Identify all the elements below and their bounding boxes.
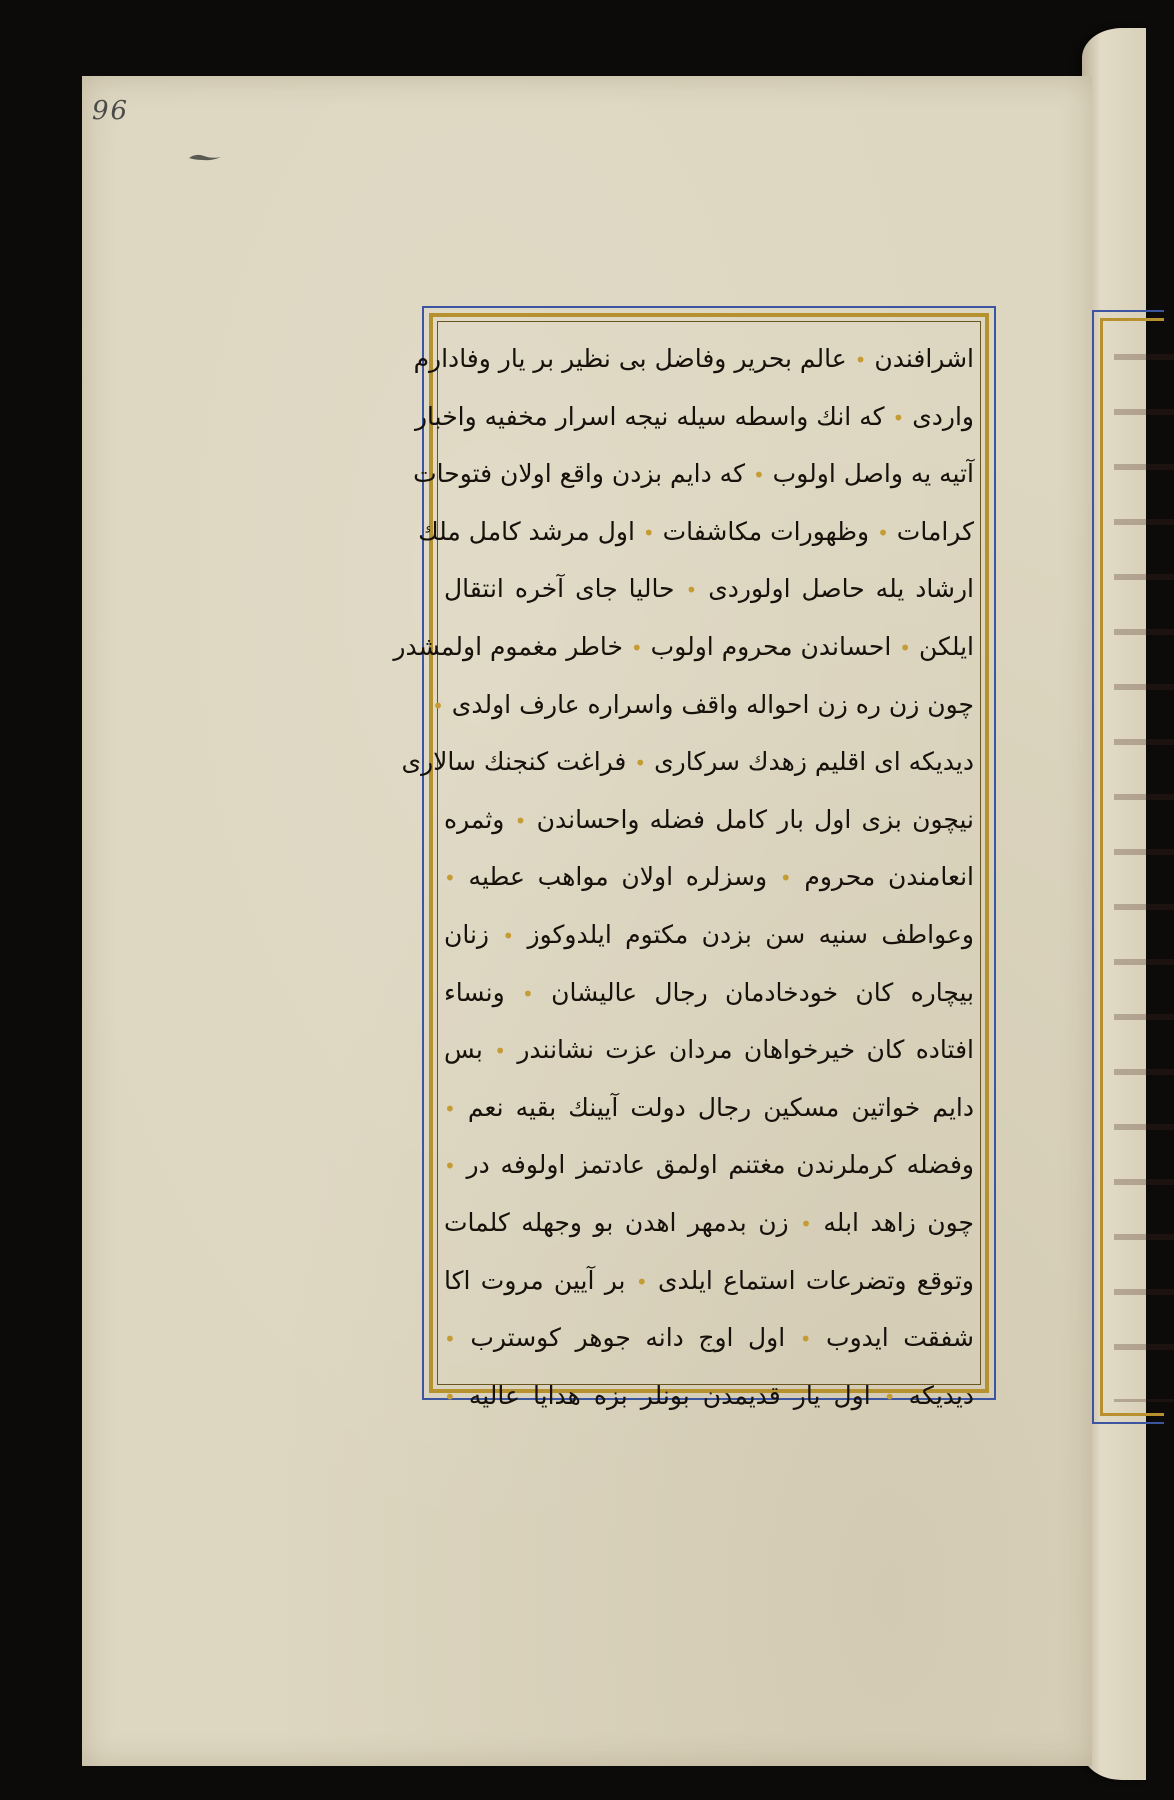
text-line: آتيه يه واصل اولوب • كه دايم بزدن واقع اولان فتوحات (413, 459, 974, 489)
verse-separator-dot: • (892, 405, 905, 430)
text-line: وفضله كرملرندن مغتنم اولمق عادتمز اولوفه در • (444, 1150, 974, 1180)
verse-separator-dot: • (494, 1039, 506, 1064)
facing-page-text-ghost (1114, 332, 1174, 1402)
verse-separator-dot: • (800, 1211, 812, 1236)
verse-separator-dot: • (752, 463, 765, 488)
verse-separator-dot: • (444, 866, 456, 891)
text-line: چون زاهد ابله • زن بدمهر اهدن بو وجهله كلمات (444, 1207, 974, 1237)
text-line: وتوقع وتضرعات استماع ايلدى • بر آيين مروت اكا (444, 1265, 974, 1295)
text-line: ديديكه اى اقليم زهدك سركارى • فراغت كنجنك سالارى (401, 747, 974, 777)
verse-separator-dot: • (854, 348, 867, 372)
verse-separator-dot: • (779, 866, 792, 891)
text-block-frame (393, 306, 996, 1410)
text-line: ارشاد يله حاصل اولوردى • حاليا جاى آخره انتقال (444, 574, 974, 604)
verse-separator-dot: • (444, 1154, 456, 1179)
text-block (393, 330, 974, 1410)
verse-separator-dot: • (899, 635, 912, 660)
text-line: ديديكه • اول يار قديمدن بونلر بزه هدايا عاليه • (444, 1380, 974, 1410)
verse-separator-dot: • (877, 520, 889, 545)
text-line: دايم خواتين مسكين رجال دولت آيينك بقيه نعم • (444, 1092, 974, 1122)
verse-separator-dot: • (799, 1327, 812, 1352)
verse-separator-dot: • (444, 1384, 456, 1409)
verse-separator-dot: • (432, 693, 444, 718)
verse-separator-dot: • (635, 1269, 648, 1294)
verse-separator-dot: • (642, 520, 655, 545)
paper-stain-mark (188, 152, 222, 162)
verse-separator-dot: • (444, 1096, 456, 1121)
text-line: شفقت ايدوب • اول اوج دانه جوهر كوسترب • (444, 1323, 974, 1353)
verse-separator-dot: • (502, 923, 515, 948)
text-line: نيچون بزى اول بار كامل فضله واحساندن • وثمره (444, 804, 974, 834)
text-line: افتاده كان خيرخواهان مردان عزت نشانندر • بس (444, 1035, 974, 1065)
facing-page-frame (1092, 310, 1164, 1424)
verse-separator-dot: • (883, 1384, 896, 1409)
verse-separator-dot: • (630, 635, 643, 660)
text-line: بيچاره كان خودخادمان رجال عاليشان • ونساء (444, 977, 974, 1007)
text-line: كرامات • وظهورات مكاشفات • اول مرشد كامل ملك (418, 516, 974, 546)
text-line: وعواطف سنيه سن بزدن مكتوم ايلدوكوز • زنان (444, 919, 974, 949)
verse-separator-dot: • (685, 578, 698, 603)
text-line: چون زن ره زن احواله واقف واسراره عارف اولدى • (432, 689, 974, 719)
text-line: ايلكن • احساندن محروم اولوب • خاطر مغموم اولمشدر (393, 631, 974, 661)
text-line: انعامندن محروم • وسزلره اولان مواهب عطيه • (444, 862, 974, 892)
folio-number: 96 (92, 96, 130, 126)
text-line: اشرافندن • عالم بحرير وفاضل بى نظير بر يار وفادارم (413, 344, 974, 373)
verse-separator-dot: • (444, 1327, 456, 1352)
verse-separator-dot: • (522, 981, 534, 1006)
text-line: واردى • كه انك واسطه سيله نيجه اسرار مخفيه واخبار (414, 401, 974, 431)
verse-separator-dot: • (634, 751, 647, 776)
verse-separator-dot: • (514, 808, 527, 833)
